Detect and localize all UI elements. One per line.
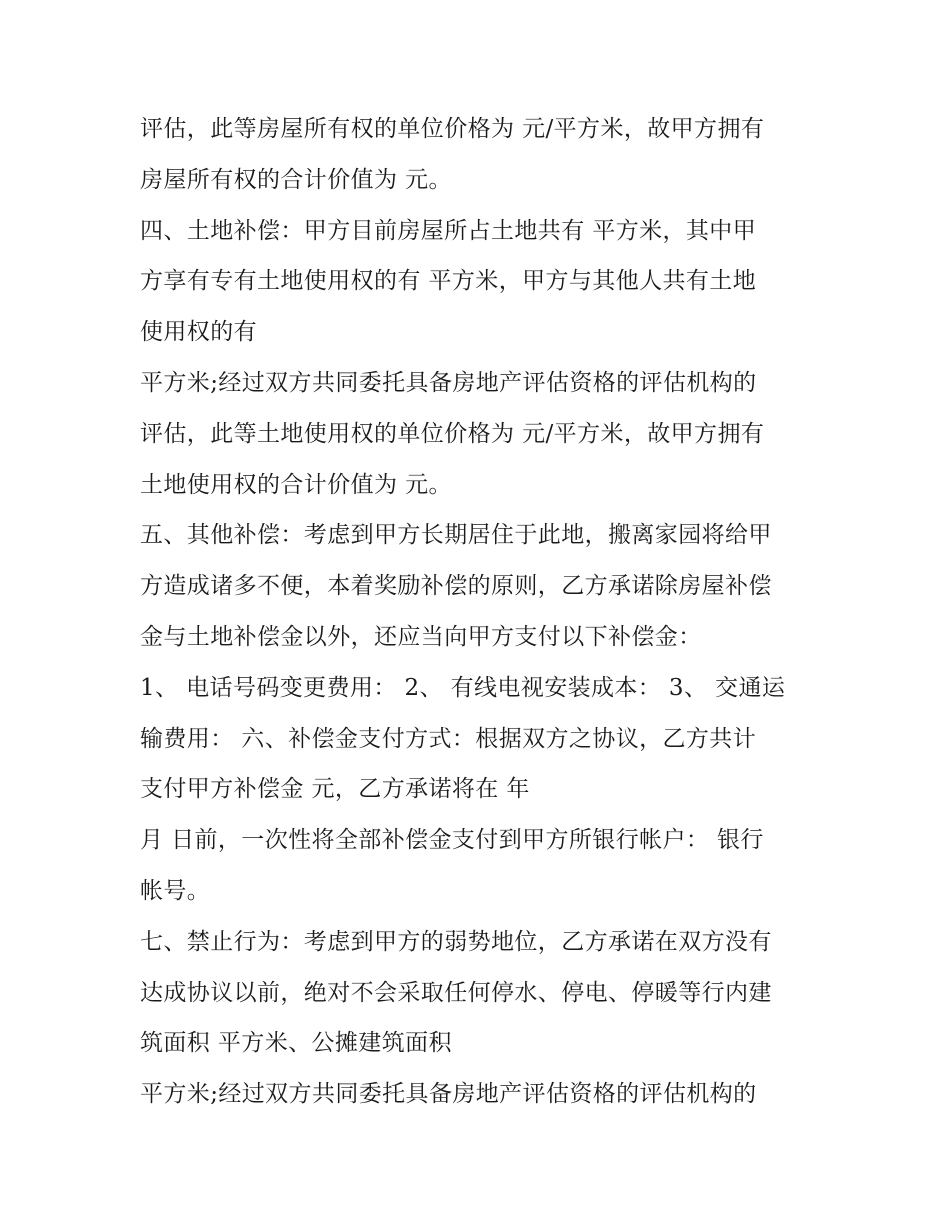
document-body [140,104,830,1120]
text-line: 方造成诸多不便，本着奖励补偿的原则，乙方承诺除房屋补偿 [140,573,772,600]
text-line: 评估，此等土地使用权的单位价格为 元/平方米，故甲方拥有 [140,420,765,447]
text-line: 输费用： 六、补偿金支付方式：根据双方之协议，乙方共计 [140,725,757,752]
text-line: 四、土地补偿：甲方目前房屋所占土地共有 平方米，其中甲 [140,217,757,244]
text-line: 月 日前，一次性将全部补偿金支付到甲方所银行帐户： 银行 [140,827,764,854]
text-line: 评估，此等房屋所有权的单位价格为 元/平方米，故甲方拥有 [140,116,765,142]
text-line: 五、其他补偿：考虑到甲方长期居住于此地，搬离家园将给甲 [140,522,772,549]
text-line: 1、 电话号码变更费用： 2、 有线电视安装成本： 3、 交通运 [140,674,786,701]
text-line: 房屋所有权的合计价值为 元。 [140,166,452,193]
text-line: 金与土地补偿金以外，还应当向甲方支付以下补偿金： [140,623,702,650]
text-line: 方享有专有土地使用权的有 平方米，甲方与其他人共有土地 [140,268,757,295]
text-line: 帐号。 [140,877,211,904]
text-line: 达成协议以前，绝对不会采取任何停水、停电、停暖等行内建 [140,979,772,1006]
text-line: 支付甲方补偿金 元，乙方承诺将在 年 [140,776,530,803]
text-line: 土地使用权的合计价值为 元。 [140,471,452,498]
text-line: 平方米;经过双方共同委托具备房地产评估资格的评估机构的 [140,369,757,396]
text-line: 平方米;经过双方共同委托具备房地产评估资格的评估机构的 [140,1081,757,1108]
text-line: 使用权的有 [140,319,257,346]
text-line: 七、禁止行为：考虑到甲方的弱势地位，乙方承诺在双方没有 [140,928,772,955]
text-line: 筑面积 平方米、公摊建筑面积 [140,1030,452,1057]
